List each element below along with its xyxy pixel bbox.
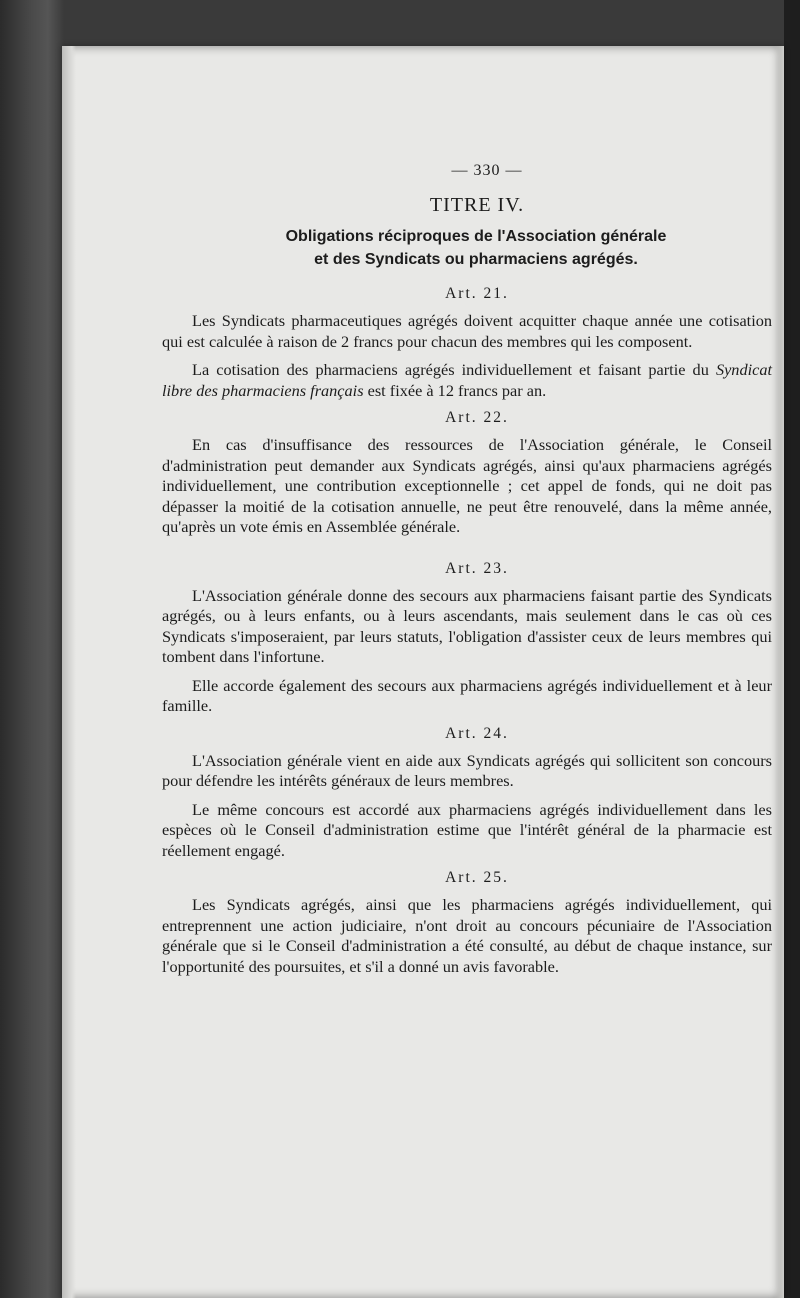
article-paragraph: L'Association générale vient en aide aux Syndicats agrégés qui sollicitent son concours pour défendre les intérêts généraux de leurs membres. (162, 750, 772, 790)
paragraph-text: est fixée à 12 francs par an. (363, 380, 547, 400)
article-25 (162, 869, 772, 977)
article-heading: Art. 23. (445, 559, 509, 577)
article-24 (162, 725, 772, 862)
article-22 (162, 409, 772, 538)
section-subtitle (162, 225, 772, 271)
article-paragraph: Les Syndicats pharmaceutiques agrégés doivent acquitter chaque année une cotisation qui est calculée à raison de 2 francs pour chacun des membres qui les composent. (162, 311, 772, 351)
article-21 (162, 285, 772, 401)
article-paragraph: L'Association générale donne des secours aux pharmaciens faisant partie des Syndicats agrégés, ou à leurs enfants, ou à leurs ascendants, mais seulement dans le cas où ces Syndicats s'imposeraient, par leurs statuts, l'obligation d'assister ceux de leurs membres qui tombent dans l'infortune. (162, 585, 772, 666)
article-23 (162, 560, 772, 717)
subtitle-line-1: Obligations réciproques de l'Association générale (285, 228, 667, 245)
article-paragraph (162, 360, 772, 401)
article-heading: Art. 24. (445, 724, 509, 742)
syndicate-name: Syndicat libre des pharmaciens français (162, 360, 772, 400)
document-page (62, 46, 784, 1298)
paragraph-text: La cotisation des pharmaciens agrégés individuellement et faisant partie du (192, 360, 716, 379)
page-content (162, 112, 772, 985)
page-number: — 330 — (451, 162, 523, 179)
article-paragraph: Elle accorde également des secours aux pharmaciens agrégés individuellement et à leur famille. (162, 675, 772, 715)
article-heading: Art. 21. (445, 285, 509, 302)
article-paragraph: Les Syndicats agrégés, ainsi que les pharmaciens agrégés individuellement, qui entreprennent une action judiciaire, n'ont droit au concours pécuniaire de l'Association générale que si le Conseil d'administration a été consulté, au début de chaque instance, sur l'opportunité des poursuites, et s'il a donné un avis favorable. (162, 895, 772, 976)
section-title: TITRE IV. (429, 194, 525, 216)
subtitle-line-2: et des Syndicats ou pharmaciens agrégés. (314, 251, 638, 268)
article-heading: Art. 25. (445, 869, 509, 886)
scan-edge (784, 0, 800, 1298)
article-paragraph: En cas d'insuffisance des ressources de l'Association générale, le Conseil d'administration peut demander aux Syndicats agrégés, ainsi qu'aux pharmaciens agrégés individuellement, une contribution exceptionnelle ; cet appel de fonds, qui ne doit pas dépasser la moitié de la cotisation annuelle, ne peut être renouvelé, dans la même année, qu'après un vote émis en Assemblée générale. (162, 435, 772, 536)
article-heading: Art. 22. (445, 409, 509, 426)
article-paragraph: Le même concours est accordé aux pharmaciens agrégés individuellement dans les espèces où le Conseil d'administration estime que l'intérêt général de la pharmacie est réellement engagé. (162, 799, 772, 860)
